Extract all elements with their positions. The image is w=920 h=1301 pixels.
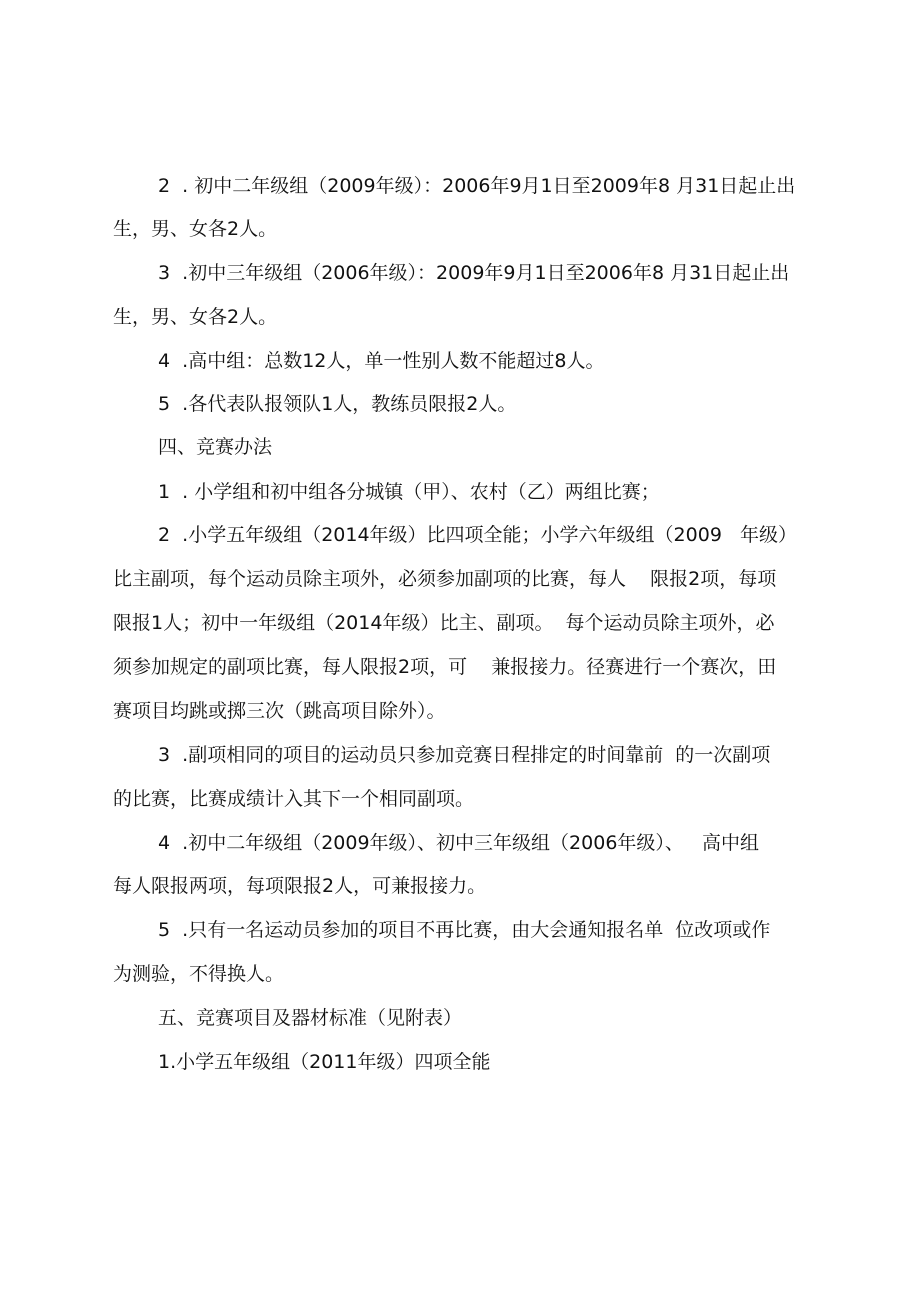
paragraph-line: 3 .初中三年级组（2006年级）：2009年9月1日至2006年8 月31日起止出 [158, 262, 790, 284]
paragraph-line: 赛项目均跳或掷三次（跳高项目除外）。 [113, 700, 446, 722]
paragraph-line: 比主副项，每个运动员除主项外，必须参加副项的比赛，每人 限报2项，每项 [113, 568, 777, 590]
paragraph-line: 1.小学五年级组（2011年级）四项全能 [158, 1051, 491, 1073]
paragraph-line: 3 .副项相同的项目的运动员只参加竞赛日程排定的时间靠前 的一次副项 [158, 744, 771, 766]
paragraph-line: 的比赛，比赛成绩计入其下一个相同副项。 [113, 788, 475, 810]
paragraph-line: 为测验，不得换人。 [113, 963, 285, 985]
paragraph-line: 1 . 小学组和初中组各分城镇（甲）、农村（乙）两组比赛； [158, 481, 660, 503]
paragraph-line: 2 . 初中二年级组（2009年级）：2006年9月1日至2009年8 月31日起止出 [158, 175, 796, 197]
paragraph-line: 2 .小学五年级组（2014年级）比四项全能；小学六年级组（2009 年级） [158, 524, 798, 546]
paragraph-line: 生，男、女各2人。 [113, 306, 278, 328]
paragraph-line: 每人限报两项，每项限报2人，可兼报接力。 [113, 875, 487, 897]
paragraph-line: 5 .各代表队报领队1人，教练员限报2人。 [158, 393, 517, 415]
paragraph-line: 5 .只有一名运动员参加的项目不再比赛，由大会通知报名单 位改项或作 [158, 919, 771, 941]
paragraph-line: 4 .初中二年级组（2009年级）、初中三年级组（2006年级）、 高中组 [158, 832, 760, 854]
paragraph-line: 须参加规定的副项比赛，每人限报2项，可 兼报接力。径赛进行一个赛次，田 [113, 656, 777, 678]
section-heading: 四、竞赛办法 [158, 436, 273, 458]
paragraph-line: 4 .高中组：总数12人，单一性别人数不能超过8人。 [158, 350, 605, 372]
paragraph-line: 生，男、女各2人。 [113, 218, 278, 240]
paragraph-line: 限报1人；初中一年级组（2014年级）比主、副项。 每个运动员除主项外，必 [113, 612, 775, 634]
section-heading: 五、竞赛项目及器材标准（见附表） [158, 1007, 463, 1029]
